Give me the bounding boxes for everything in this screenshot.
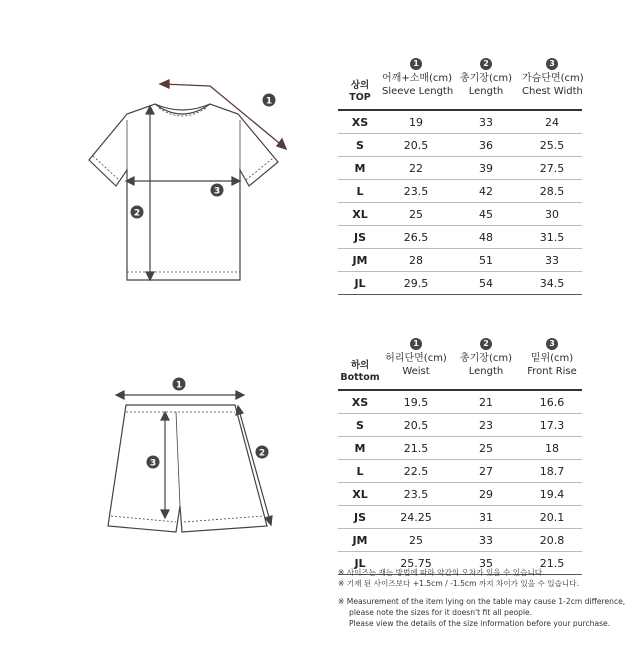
table-cell: 51 xyxy=(479,253,493,267)
table-cell: 21 xyxy=(479,395,493,409)
table-cell: 19.5 xyxy=(403,395,429,409)
table-cell: 23.5 xyxy=(403,184,429,198)
badge-3: 3 xyxy=(546,58,558,70)
table-cell: JS xyxy=(353,510,366,524)
table-cell: 23.5 xyxy=(403,487,429,501)
table-cell: 20.8 xyxy=(539,533,565,547)
table-cell: 22.5 xyxy=(403,464,429,478)
table-row xyxy=(338,157,582,180)
table-cell: S xyxy=(356,138,364,152)
table-cell: 54 xyxy=(479,276,493,290)
bottom-table-header xyxy=(338,338,582,389)
table-cell: M xyxy=(354,161,366,175)
note-kr-2: ※ 기재 된 사이즈보다 +1.5cm / -1.5cm 까지 차이가 있을 수 있습니다. xyxy=(338,579,579,588)
bottom-col-length: 2 총기장(cm) Length xyxy=(459,339,513,377)
table-cell: XL xyxy=(352,487,368,501)
note-en xyxy=(338,596,633,629)
table-cell: 26.5 xyxy=(403,230,429,244)
table-cell: XS xyxy=(351,395,369,409)
badge-2: 2 xyxy=(480,58,492,70)
table-cell: 25 xyxy=(409,533,423,547)
marker-top-length xyxy=(131,206,144,219)
table-cell: 36 xyxy=(479,138,493,152)
marker-bottom-rise xyxy=(147,456,160,469)
table-row xyxy=(338,226,582,249)
svg-text:1: 1 xyxy=(265,96,273,107)
table-cell: JM xyxy=(352,253,368,267)
table-cell: 42 xyxy=(479,184,493,198)
table-cell: XL xyxy=(352,207,368,221)
table-cell: XS xyxy=(351,115,369,129)
table-cell: 24.25 xyxy=(400,510,432,524)
note-en-2: please note the sizes for it doesn't fit all people. xyxy=(349,608,533,617)
table-cell: 34.5 xyxy=(539,276,565,290)
table-row xyxy=(338,506,582,529)
table-cell: L xyxy=(356,184,364,198)
svg-text:2: 2 xyxy=(133,208,141,219)
table-cell: 25.5 xyxy=(539,138,565,152)
table-cell: 33 xyxy=(545,253,559,267)
table-cell: JM xyxy=(352,533,368,547)
tshirt-illustration xyxy=(89,104,278,280)
table-cell: L xyxy=(356,464,364,478)
marker-top-sleeve xyxy=(263,94,276,107)
table-cell: 27 xyxy=(479,464,493,478)
note-en-1: ※ Measurement of the item lying on the table may cause 1-2cm difference, xyxy=(338,597,626,606)
table-row xyxy=(338,460,582,483)
shorts-waist-arrow xyxy=(116,391,244,399)
table-cell: 45 xyxy=(479,207,493,221)
table-row xyxy=(338,249,582,272)
table-cell: 29 xyxy=(479,487,493,501)
table-cell: 24 xyxy=(545,115,559,129)
note-en-3: Please view the details of the size information before your purchase. xyxy=(349,619,611,628)
table-cell: 35 xyxy=(479,556,493,570)
badge-2: 2 xyxy=(480,338,492,350)
table-cell: 28.5 xyxy=(539,184,565,198)
table-cell: 17.3 xyxy=(539,418,565,432)
table-cell: 31.5 xyxy=(539,230,565,244)
table-row xyxy=(338,134,582,157)
table-cell: 39 xyxy=(479,161,493,175)
svg-text:3: 3 xyxy=(149,458,157,469)
table-cell: 20.5 xyxy=(403,418,429,432)
table-row xyxy=(338,483,582,506)
table-cell: 28 xyxy=(409,253,423,267)
table-row xyxy=(338,111,582,134)
table-row xyxy=(338,437,582,460)
table-cell: JL xyxy=(354,556,366,570)
badge-1: 1 xyxy=(410,338,422,350)
table-cell: 22 xyxy=(409,161,423,175)
bottom-size-table xyxy=(338,338,582,575)
marker-bottom-length xyxy=(256,446,269,459)
table-cell: 33 xyxy=(479,115,493,129)
bottom-col-waist: 1 허리단면(cm) Weist xyxy=(385,339,447,377)
size-notes xyxy=(338,567,633,629)
table-cell: 19 xyxy=(409,115,423,129)
note-kr-1: ※ 사이즈는 재는 방법에 따라 약간의 오차가 있을 수 있습니다. xyxy=(338,568,545,577)
table-cell: 33 xyxy=(479,533,493,547)
svg-text:3: 3 xyxy=(213,186,221,197)
table-cell: 27.5 xyxy=(539,161,565,175)
table-cell: 48 xyxy=(479,230,493,244)
top-col-sleeve: 1 어깨+소매(cm) Sleeve Length xyxy=(382,59,454,97)
table-cell: 19.4 xyxy=(539,487,565,501)
table-cell: M xyxy=(354,441,366,455)
table-cell: 31 xyxy=(479,510,493,524)
table-cell: 25 xyxy=(479,441,493,455)
table-cell: 25.75 xyxy=(400,556,432,570)
table-row xyxy=(338,529,582,552)
table-cell: JL xyxy=(354,276,366,290)
marker-top-chest xyxy=(211,184,224,197)
table-cell: S xyxy=(356,418,364,432)
table-row xyxy=(338,391,582,414)
bottom-col-rise: 3 밑위(cm) Front Rise xyxy=(527,339,577,377)
marker-bottom-waist xyxy=(173,378,186,391)
top-col-length: 2 총기장(cm) Length xyxy=(459,59,513,97)
table-row xyxy=(338,180,582,203)
table-cell: 20.5 xyxy=(403,138,429,152)
table-cell: 29.5 xyxy=(403,276,429,290)
top-table-header xyxy=(338,58,582,109)
table-cell: 20.1 xyxy=(539,510,565,524)
bottom-table-body xyxy=(338,389,582,575)
badge-3: 3 xyxy=(546,338,558,350)
table-cell: 23 xyxy=(479,418,493,432)
table-cell: 18 xyxy=(545,441,559,455)
top-size-table xyxy=(338,58,582,295)
bottom-label: 하의 Bottom xyxy=(340,360,380,383)
table-row xyxy=(338,272,582,295)
table-cell: 30 xyxy=(545,207,559,221)
top-table-body xyxy=(338,109,582,295)
table-row xyxy=(338,414,582,437)
top-label: 상의 TOP xyxy=(349,80,371,103)
table-row xyxy=(338,203,582,226)
table-cell: 21.5 xyxy=(403,441,429,455)
table-cell: 21.5 xyxy=(539,556,565,570)
table-cell: JS xyxy=(353,230,366,244)
svg-text:1: 1 xyxy=(175,380,183,391)
badge-1: 1 xyxy=(410,58,422,70)
table-cell: 18.7 xyxy=(539,464,565,478)
table-cell: 16.6 xyxy=(539,395,565,409)
svg-text:2: 2 xyxy=(258,448,266,459)
table-cell: 25 xyxy=(409,207,423,221)
top-col-chest: 3 가슴단면(cm) Chest Width xyxy=(522,59,584,97)
